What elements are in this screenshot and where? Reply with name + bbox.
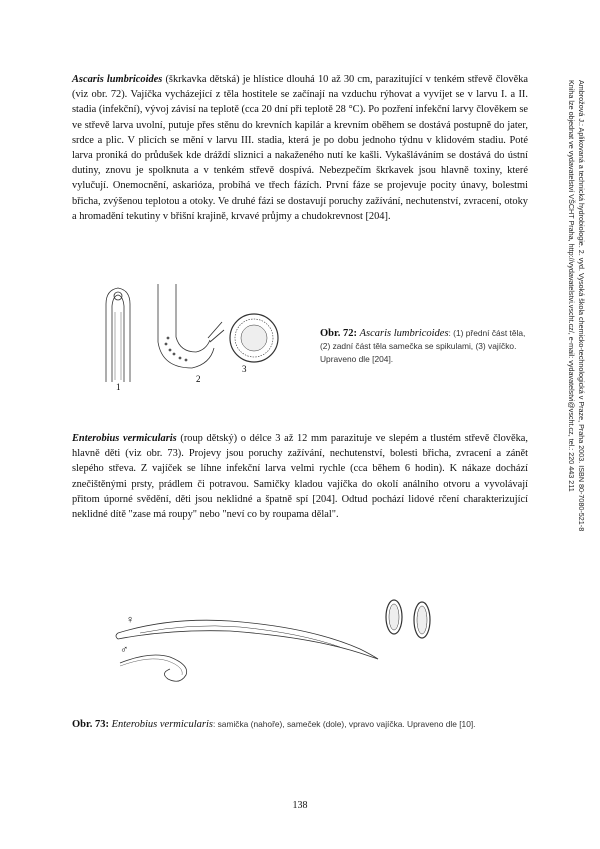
enterobius-eggs-drawing <box>386 600 430 638</box>
enterobius-male-drawing <box>120 655 187 681</box>
ascaris-anterior-drawing <box>106 288 130 382</box>
male-symbol: ♂ <box>120 644 129 656</box>
female-symbol: ♀ <box>126 614 135 626</box>
page-number: 138 <box>292 800 308 811</box>
figure-73-illustration <box>110 595 470 710</box>
figure-72-caption-text: : (1) přední část těla, (2) zadní část těla samečka se spikulami, (3) vajíčko. Upraveno dle [204]. <box>320 328 526 364</box>
species-enterobius: Enterobius vermicularis <box>72 433 177 444</box>
figure-73-caption-prefix: Obr. 73: <box>72 719 109 730</box>
figure-72-label-2: 2 <box>196 374 201 384</box>
figure-73-caption-species: Enterobius vermicularis <box>111 719 213 730</box>
species-ascaris: Ascaris lumbricoides <box>72 74 163 85</box>
figure-72-illustration <box>96 282 282 392</box>
ascaris-male-posterior-drawing <box>158 284 224 368</box>
side-note <box>566 80 586 620</box>
figure-73-caption-text: : samička (nahoře), sameček (dole), vpravo vajíčka. Upraveno dle [10]. <box>212 719 476 729</box>
side-note-line1: Ambrožová J.: Aplikovaná a technická hydrobiologie. 2. vyd. Vysoká škola chemicko-technologická v Praze, Praha 2003. ISBN 80-7080-521-8 <box>577 80 586 532</box>
paragraph-enterobius-text: (roup dětský) o délce 3 až 12 mm parazituje ve slepém a tlustém střevě člověka, hlavně děti (viz obr. 73). Projevy jsou poruchy zažívání, nechutenství, bolesti břicha, zvracení a zánět slepého střeva. Z vajíček se líhne infekční larva velmi rychle (cca během 6 hodin). K nákaze dochází znečištěnými prsty, prádlem či potravou. Samičky kladou vajíčka do okolí análního otvoru a vyvolávají přitom úporné svědění, děti jsou neklidné a špatně spí [204]. Odtud pochází lidové rčení charakterizující neklidné dítě "zase má roupy" nebo "neví co by roupama dělal". <box>72 433 528 521</box>
figure-73-caption <box>72 718 542 731</box>
paragraph-ascaris-text: (škrkavka dětská) je hlístice dlouhá 10 až 30 cm, parazitující v tenkém střevě člověka (viz obr. 72). Vajíčka vycházející z těla hostitele se začínají na vzduchu rýhovat a vyvíjet se v larvu I. a II. stadia (infekční), vývoj závisí na teplotě (cca 20 dní při teplotě 28 °C). Po pozření infekční larvy člověkem se ve střevě larva uvolní, putuje přes stěnu do krevních kapilár a krevním oběhem se dostává postupně do jater, srdce a plic. V plicích se mění v larvu III. stadia, která je po dobu jednoho týdnu v klidovém stadiu. Poté larva proniká do průdušek kde dráždí sliznici a nakaženého nutí ke kašli. Vykašláváním se dostává do ústní dutiny, znovu je spolknuta a v tenkém střevě dospívá. Nebezpečím škrkavek jsou hlavně toxiny, které vylučují. Onemocnění, askarióza, probíhá ve třech fázích. První fáze se projevuje pocity únavy, bolestmi břicha, zvýšenou teplotou a otoky. Ve druhé fázi se dostavují poruchy zažívání, nechutenství, zvracení, otoky a hromadění tekutiny v břišní krajině, krvavé průjmy a chudokrevnost [204]. <box>72 74 528 222</box>
ascaris-egg-drawing <box>230 314 278 362</box>
enterobius-female-drawing <box>116 620 378 659</box>
figure-72-label-3: 3 <box>242 364 247 374</box>
figure-72-caption <box>320 327 535 366</box>
side-note-line2: Kniha lze objednat ve vydavatelství VŠCHT Praha, http://vydavatelstvi.vscht.cz/, e-mail: vydavatelstvi@vscht.cz, tel.: 220 443 211 <box>567 80 576 492</box>
paragraph-enterobius <box>72 431 528 522</box>
figure-72-caption-species: Ascaris lumbricoides <box>359 328 449 339</box>
figure-72-label-1: 1 <box>116 382 121 392</box>
paragraph-ascaris <box>72 72 528 224</box>
figure-72-caption-prefix: Obr. 72: <box>320 328 357 339</box>
